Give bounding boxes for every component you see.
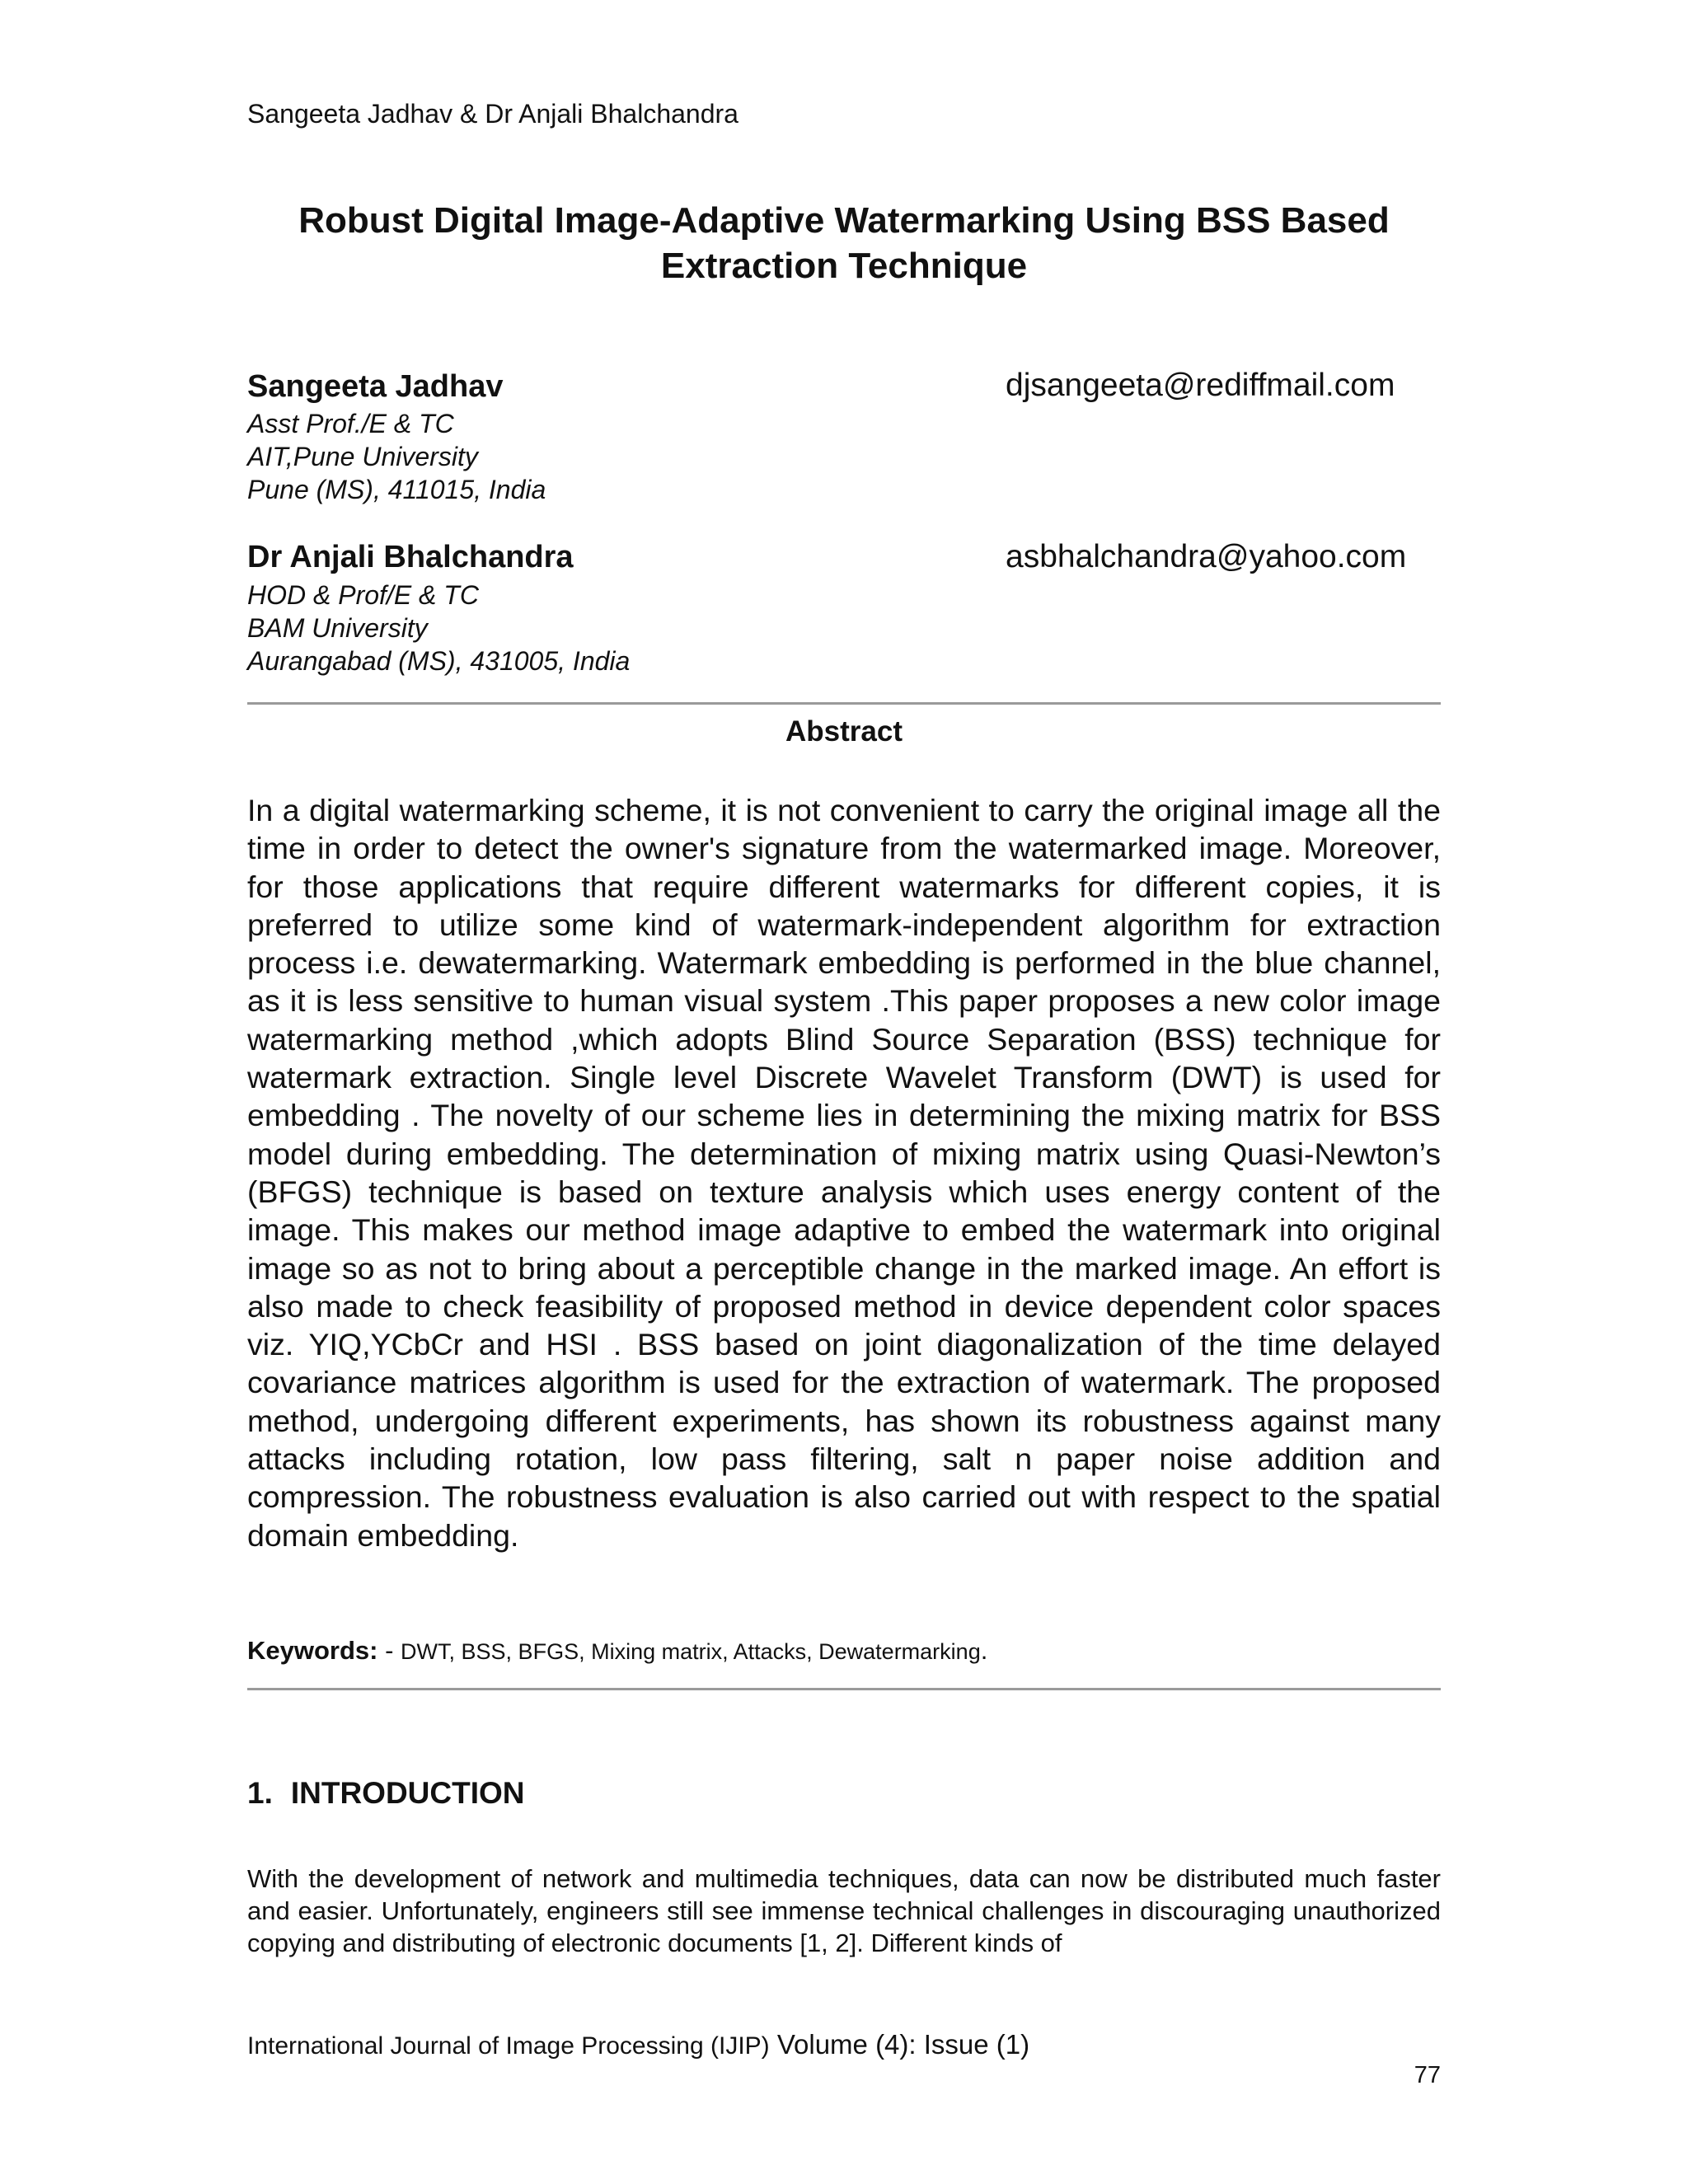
- keywords-line: [247, 1636, 987, 1666]
- section-number: 1.: [247, 1776, 273, 1810]
- author-2-email[interactable]: asbhalchandra@yahoo.com: [1006, 539, 1407, 574]
- introduction-text: With the development of network and multimedia techniques, data can now be distributed much faster and easier. Unfortunately, engineers still see immense technical challenges in discouraging unauthorized copying and distributing of electronic documents [1, 2]. Different kinds of: [247, 1864, 1441, 1957]
- divider-top: [247, 702, 1441, 705]
- keywords-end: .: [980, 1636, 988, 1665]
- author-1-email[interactable]: djsangeeta@rediffmail.com: [1006, 368, 1395, 403]
- author-2-affiliation-line: Aurangabad (MS), 431005, India: [247, 646, 631, 676]
- author-1-affiliation-line: AIT,Pune University: [247, 442, 478, 471]
- footer-volume-issue: Volume (4): Issue (1): [769, 2029, 1030, 2060]
- running-head: Sangeeta Jadhav & Dr Anjali Bhalchandra: [247, 99, 738, 129]
- divider-bottom: [247, 1688, 1441, 1690]
- abstract-heading: Abstract: [785, 715, 903, 748]
- page-number: 77: [1414, 2062, 1441, 2088]
- author-2-affiliation-line: BAM University: [247, 613, 428, 643]
- author-1-affiliation-line: Asst Prof./E & TC: [247, 409, 454, 438]
- keywords-values: DWT, BSS, BFGS, Mixing matrix, Attacks, Dewatermarking: [401, 1639, 981, 1664]
- section-title: INTRODUCTION: [290, 1776, 525, 1810]
- author-1-name: Sangeeta Jadhav: [247, 369, 504, 404]
- footer-journal-name: International Journal of Image Processing (IJIP): [247, 2032, 770, 2060]
- paper-title: Robust Digital Image-Adaptive Watermarking Using BSS Based Extraction Technique: [298, 200, 1390, 286]
- author-2-name: Dr Anjali Bhalchandra: [247, 540, 574, 574]
- abstract-text: In a digital watermarking scheme, it is not convenient to carry the original image all the time in order to detect the owner's signature from the watermarked image. Moreover, for those applications that require different watermarks for different copies, it is preferred to utilize some kind of watermark-independent algorithm for extraction process i.e. dewatermarking. Watermark embedding is performed in the blue channel, as it is less sensitive to human visual system .This paper proposes a new color image watermarking method ,which adopts Blind Source Separation (BSS) technique for watermark extraction. Single level Discrete Wavelet Transform (DWT) is used for embedding . The novelty of our scheme lies in determining the mixing matrix for BSS model during embedding. The determination of mixing matrix using Quasi-Newton’s (BFGS) technique is based on texture analysis which uses energy content of the image. This makes our method image adaptive to embed the watermark into original image so as not to bring about a perceptible change in the marked image. An effort is also made to check feasibility of proposed method in device dependent color spaces viz. YIQ,YCbCr and HSI . BSS based on joint diagonalization of the time delayed covariance matrices algorithm is used for the extraction of watermark. The proposed method, undergoing different experiments, has shown its robustness against many attacks including rotation, low pass filtering, salt n paper noise addition and compression. The robustness evaluation is also carried out with respect to the spatial domain embedding.: [247, 793, 1441, 1553]
- section-heading-introduction: [247, 1776, 525, 1811]
- keywords-separator: -: [377, 1636, 401, 1665]
- author-2-affiliation-line: HOD & Prof/E & TC: [247, 580, 479, 610]
- author-1-affiliation-line: Pune (MS), 411015, India: [247, 475, 546, 504]
- keywords-label: Keywords:: [247, 1636, 378, 1665]
- footer-journal: [247, 2029, 1029, 2060]
